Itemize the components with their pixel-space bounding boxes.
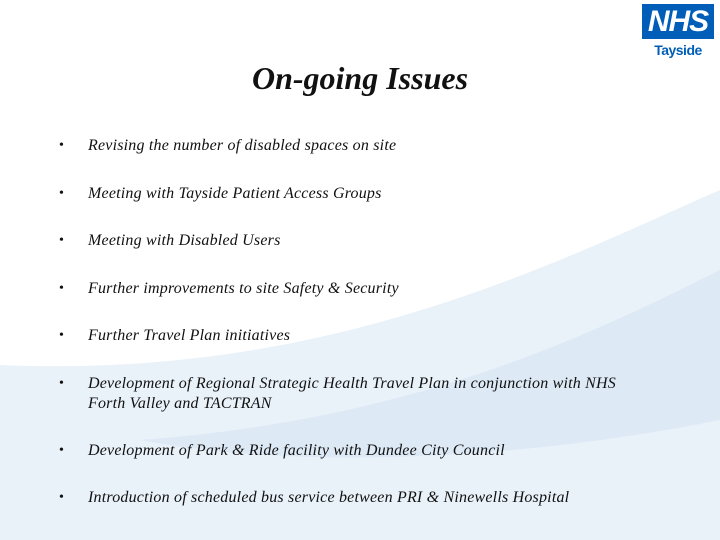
list-item-text: Development of Regional Strategic Health Travel Plan in conjunction with NHS Forth Valley and TACTRAN [88, 375, 617, 412]
list-item-text: Meeting with Tayside Patient Access Groups [88, 185, 382, 202]
list-item-text: Development of Park & Ride facility with Dundee City Council [88, 442, 505, 459]
nhs-logo-mark: NHS [642, 4, 714, 39]
bullet-icon: • [59, 490, 64, 505]
list-item-text: Further Travel Plan initiatives [88, 327, 291, 344]
bullet-icon: • [59, 443, 64, 458]
logo-region-text: Tayside [654, 42, 702, 58]
bullet-icon: • [59, 138, 64, 153]
list-item-text: Revising the number of disabled spaces on site [88, 137, 397, 154]
bullet-icon: • [59, 328, 64, 343]
list-item-text: Further improvements to site Safety & Security [88, 280, 399, 297]
list-item-text: Meeting with Disabled Users [88, 232, 281, 249]
bullet-icon: • [59, 281, 64, 296]
slide-title: On-going Issues [251, 60, 469, 96]
bullet-icon: • [59, 376, 64, 391]
bullet-icon: • [59, 186, 64, 201]
bullet-icon: • [59, 233, 64, 248]
list-item-text: Introduction of scheduled bus service between PRI & Ninewells Hospital [88, 489, 570, 506]
